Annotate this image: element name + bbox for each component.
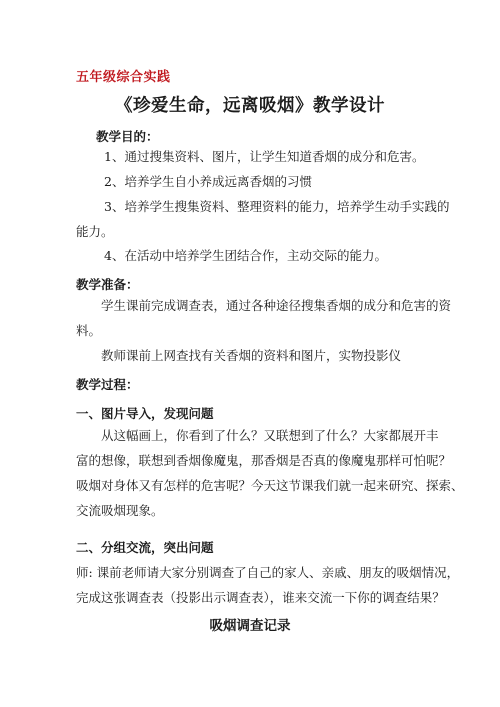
section1-heading: 一、图片导入，发现问题 <box>76 406 214 421</box>
section1-line-3: 吸烟对身体又有怎样的危害呢？今天这节课我们就一起来研究、探索、 <box>76 478 464 493</box>
preparation-line-1: 学生课前完成调查表，通过各种途径搜集香烟的成分和危害的资 <box>101 298 452 313</box>
section2-line-2: 完成这张调查表（投影出示调查表），谁来交流一下你的调查结果？ <box>76 590 445 605</box>
objective-4: 4、在活动中培养学生团结合作，主动交际的能力。 <box>104 248 387 263</box>
preparation-heading: 教学准备： <box>76 277 139 292</box>
preparation-line-3: 教师课前上网查找有关香烟的资料和图片，实物投影仪 <box>101 348 402 363</box>
section2-line-1: 师: 课前老师请大家分别调查了自己的家人、亲戚、朋友的吸烟情况， <box>76 565 460 580</box>
objective-1: 1、通过搜集资料、图片，让学生知道香烟的成分和危害。 <box>104 149 425 164</box>
section1-line-2: 富的想像，联想到香烟像魔鬼，那香烟是否真的像魔鬼那样可怕呢？ <box>76 453 452 468</box>
objectives-heading: 教学目的： <box>96 129 159 144</box>
survey-table-title: 吸烟调查记录 <box>209 618 291 634</box>
objective-3: 3、培养学生搜集资料、整理资料的能力，培养学生动手实践的 <box>104 199 450 214</box>
section2-heading: 二、分组交流，突出问题 <box>76 540 214 555</box>
objective-2: 2、培养学生自小养成远离香烟的习惯 <box>104 174 312 189</box>
section1-line-1: 从这幅画上，你看到了什么？又联想到了什么？大家都展开丰 <box>101 428 439 443</box>
objective-3-cont: 能力。 <box>76 224 114 239</box>
grade-label: 五年级综合实践 <box>76 70 171 85</box>
section1-line-4: 交流吸烟现象。 <box>76 503 164 518</box>
process-heading: 教学过程： <box>76 377 139 392</box>
document-title: 《珍爱生命，远离吸烟》教学设计 <box>115 96 385 116</box>
preparation-line-2: 料。 <box>76 323 102 338</box>
